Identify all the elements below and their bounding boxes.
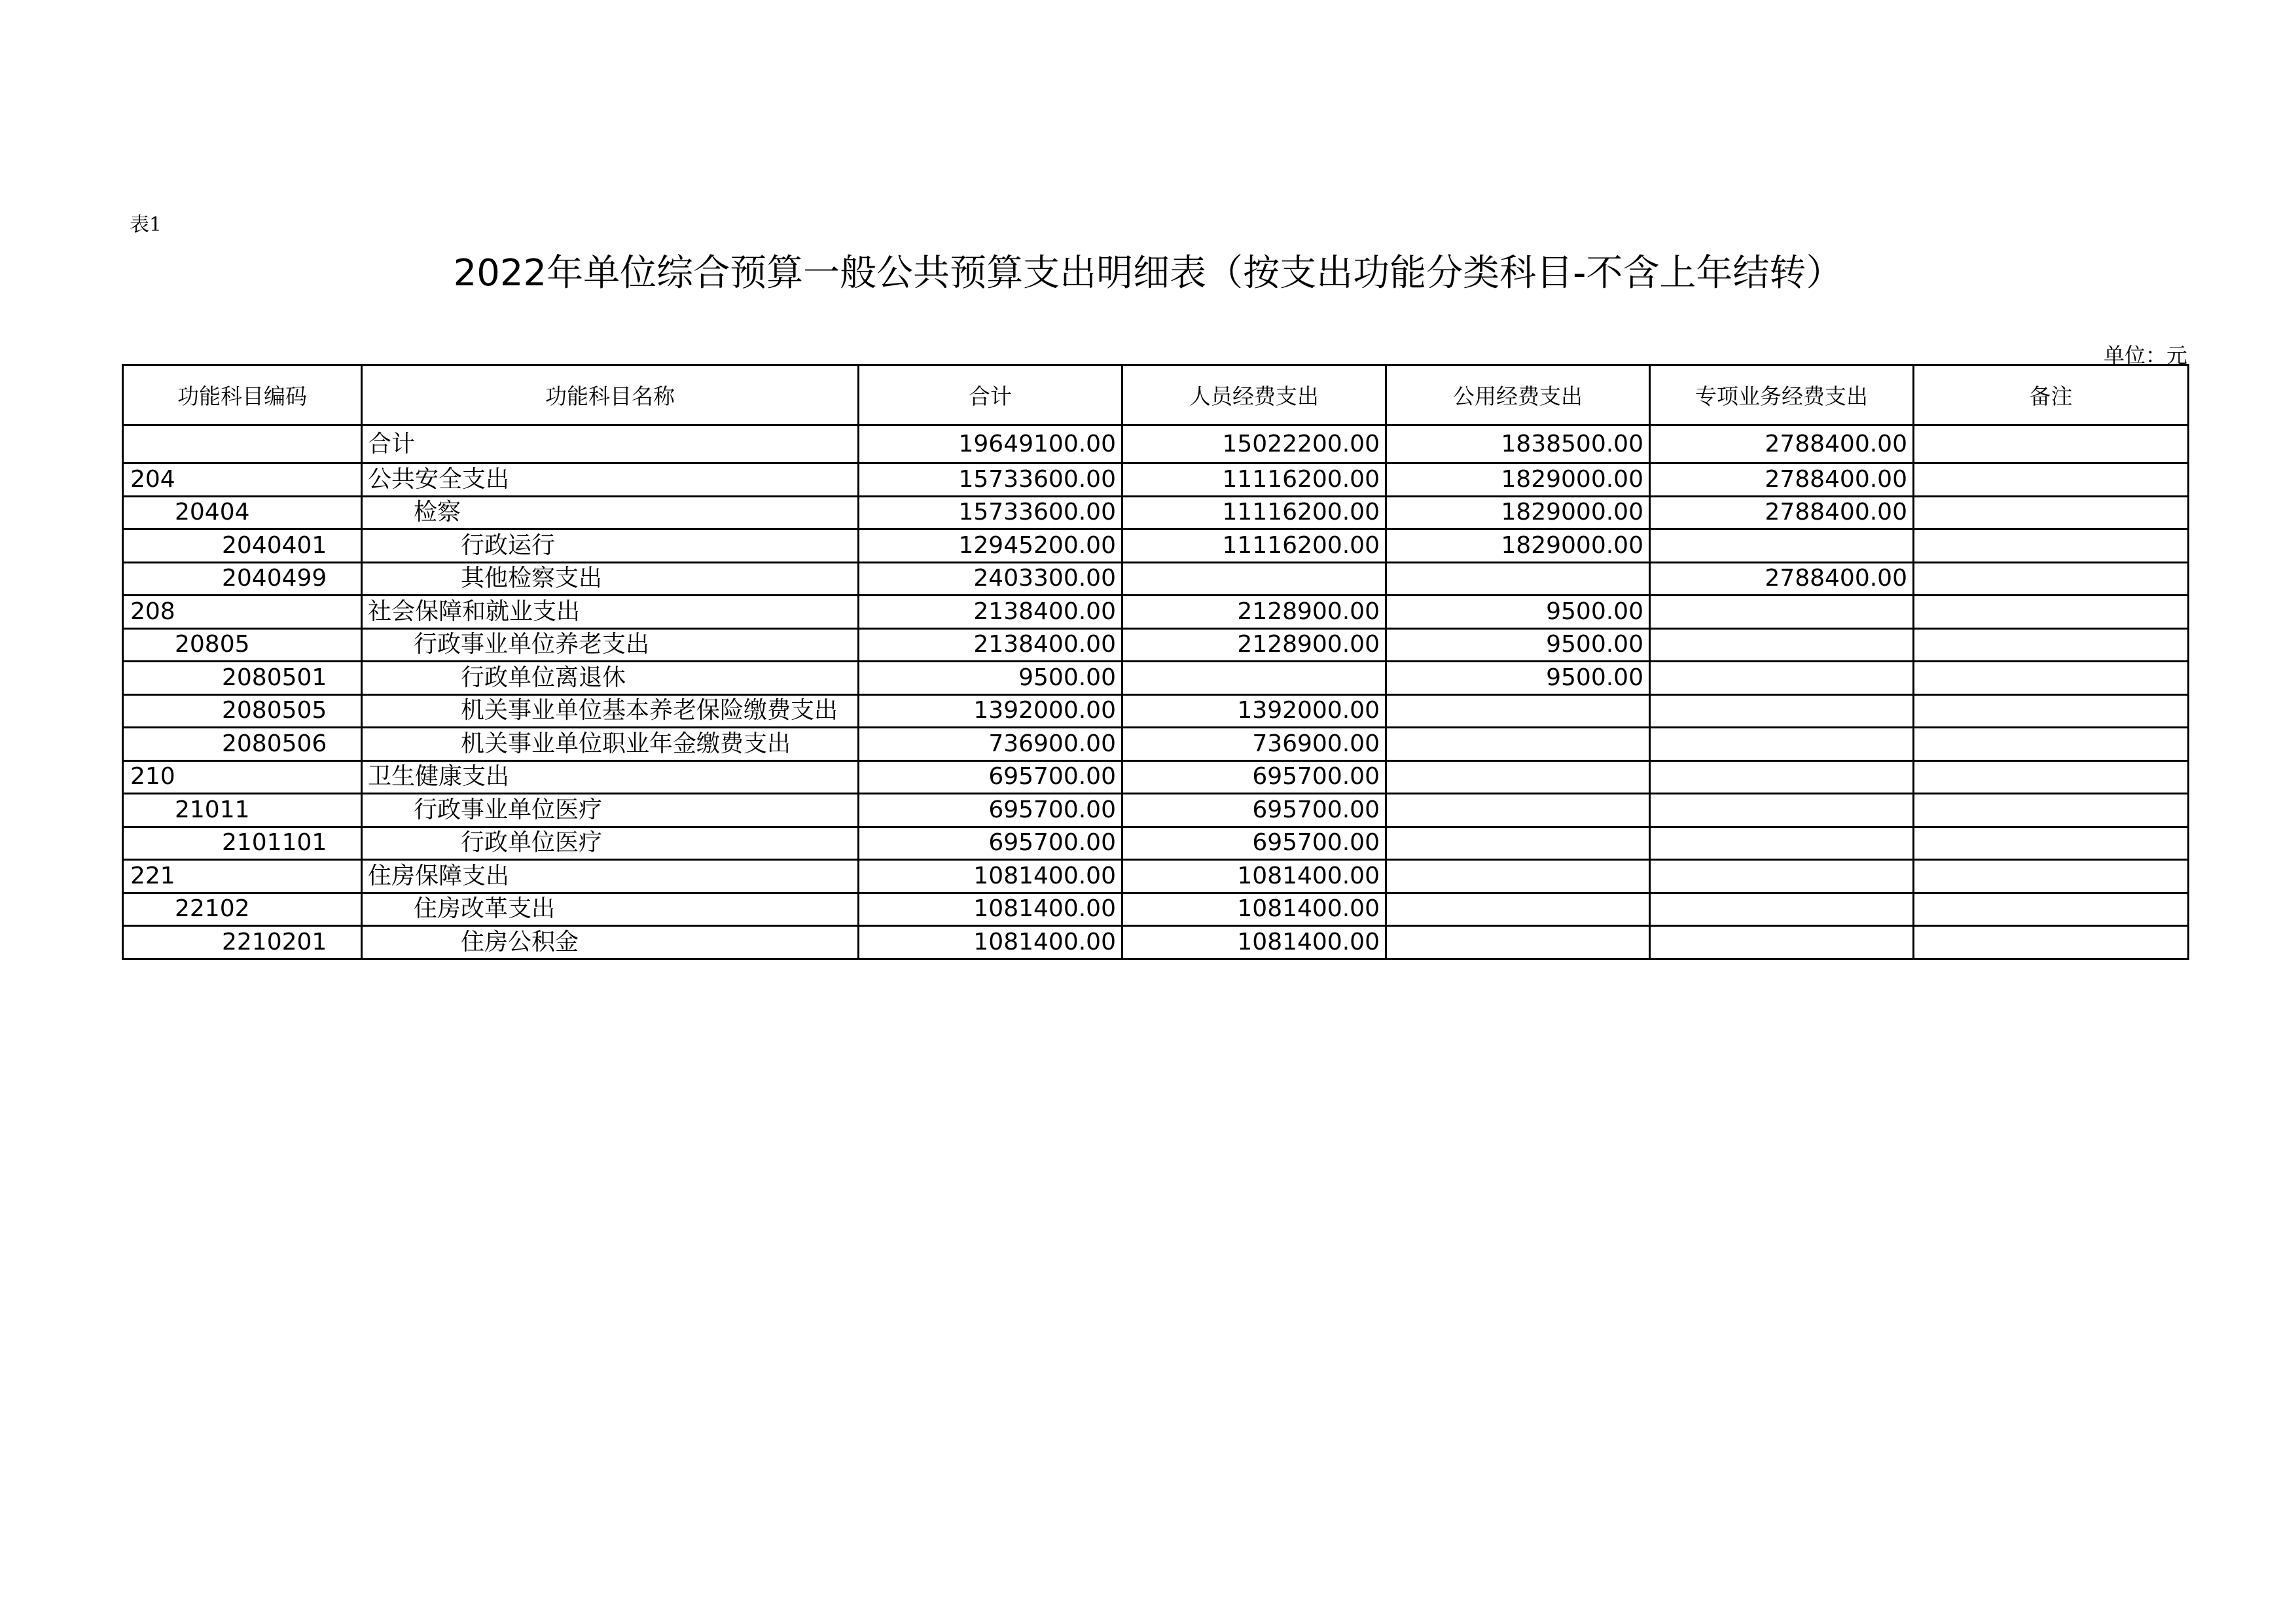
cell-name: 行政运行 [362, 529, 859, 563]
table-row [123, 562, 2189, 596]
cell-note [1914, 425, 2189, 463]
cell-public [1386, 860, 1650, 893]
cell-personnel: 1081400.00 [1122, 860, 1386, 893]
cell-special [1650, 760, 1914, 794]
cell-code: 2080501 [123, 662, 362, 695]
cell-personnel: 11116200.00 [1122, 463, 1386, 497]
cell-note [1914, 827, 2189, 860]
cell-public [1386, 893, 1650, 926]
unit-label: 单位：元 [2103, 343, 2187, 368]
cell-public: 9500.00 [1386, 596, 1650, 629]
budget-table [122, 364, 2189, 960]
table-row [123, 596, 2189, 629]
cell-total: 1081400.00 [859, 860, 1122, 893]
cell-public [1386, 562, 1650, 596]
page-title: 2022年单位综合预算一般公共预算支出明细表（按支出功能分类科目-不含上年结转） [453, 252, 1843, 294]
cell-public [1386, 794, 1650, 827]
cell-special [1650, 794, 1914, 827]
header-total: 合计 [859, 365, 1122, 425]
table-body [123, 425, 2189, 959]
cell-code: 20404 [123, 496, 362, 529]
table-row [123, 463, 2189, 497]
cell-total: 1081400.00 [859, 926, 1122, 959]
cell-public: 9500.00 [1386, 662, 1650, 695]
cell-code: 221 [123, 860, 362, 893]
header-special: 专项业务经费支出 [1650, 365, 1914, 425]
table-row [123, 662, 2189, 695]
cell-total: 15733600.00 [859, 496, 1122, 529]
cell-code [123, 425, 362, 463]
cell-personnel: 11116200.00 [1122, 529, 1386, 563]
cell-note [1914, 596, 2189, 629]
table-row [123, 794, 2189, 827]
cell-public [1386, 760, 1650, 794]
cell-note [1914, 728, 2189, 761]
cell-personnel: 736900.00 [1122, 728, 1386, 761]
cell-special [1650, 694, 1914, 728]
cell-personnel: 695700.00 [1122, 760, 1386, 794]
cell-code: 22102 [123, 893, 362, 926]
cell-public [1386, 728, 1650, 761]
cell-note [1914, 760, 2189, 794]
cell-code: 2080506 [123, 728, 362, 761]
cell-name: 行政事业单位养老支出 [362, 628, 859, 662]
cell-code: 2040401 [123, 529, 362, 563]
cell-total: 2403300.00 [859, 562, 1122, 596]
cell-code: 21011 [123, 794, 362, 827]
cell-public: 1829000.00 [1386, 463, 1650, 497]
table-row [123, 860, 2189, 893]
cell-special: 2788400.00 [1650, 496, 1914, 529]
cell-note [1914, 926, 2189, 959]
cell-personnel: 1081400.00 [1122, 926, 1386, 959]
table-row [123, 496, 2189, 529]
cell-total: 1081400.00 [859, 893, 1122, 926]
cell-note [1914, 496, 2189, 529]
cell-code: 204 [123, 463, 362, 497]
cell-special [1650, 728, 1914, 761]
table-row [123, 893, 2189, 926]
cell-public [1386, 926, 1650, 959]
cell-public [1386, 694, 1650, 728]
cell-name: 住房保障支出 [362, 860, 859, 893]
cell-note [1914, 562, 2189, 596]
cell-name: 公共安全支出 [362, 463, 859, 497]
cell-total: 695700.00 [859, 760, 1122, 794]
cell-note [1914, 662, 2189, 695]
cell-name: 住房公积金 [362, 926, 859, 959]
cell-public: 1838500.00 [1386, 425, 1650, 463]
cell-public [1386, 827, 1650, 860]
cell-name: 机关事业单位基本养老保险缴费支出 [362, 694, 859, 728]
cell-personnel: 2128900.00 [1122, 596, 1386, 629]
cell-note [1914, 628, 2189, 662]
cell-total: 695700.00 [859, 827, 1122, 860]
cell-code: 2101101 [123, 827, 362, 860]
cell-public: 1829000.00 [1386, 496, 1650, 529]
cell-personnel: 1392000.00 [1122, 694, 1386, 728]
cell-special [1650, 827, 1914, 860]
cell-code: 2040499 [123, 562, 362, 596]
cell-special [1650, 860, 1914, 893]
cell-total: 9500.00 [859, 662, 1122, 695]
cell-total: 695700.00 [859, 794, 1122, 827]
table-row [123, 728, 2189, 761]
cell-name: 其他检察支出 [362, 562, 859, 596]
cell-personnel: 11116200.00 [1122, 496, 1386, 529]
cell-note [1914, 529, 2189, 563]
header-note: 备注 [1914, 365, 2189, 425]
cell-special [1650, 662, 1914, 695]
table-row [123, 926, 2189, 959]
table-row [123, 694, 2189, 728]
cell-special: 2788400.00 [1650, 463, 1914, 497]
cell-name: 行政单位医疗 [362, 827, 859, 860]
cell-name: 行政单位离退休 [362, 662, 859, 695]
cell-personnel [1122, 662, 1386, 695]
table-header-row [123, 365, 2189, 425]
table-row [123, 628, 2189, 662]
cell-code: 208 [123, 596, 362, 629]
cell-personnel: 15022200.00 [1122, 425, 1386, 463]
cell-note [1914, 893, 2189, 926]
cell-special: 2788400.00 [1650, 562, 1914, 596]
cell-total: 736900.00 [859, 728, 1122, 761]
table-row [123, 827, 2189, 860]
cell-public: 1829000.00 [1386, 529, 1650, 563]
cell-public: 9500.00 [1386, 628, 1650, 662]
cell-note [1914, 694, 2189, 728]
cell-name: 机关事业单位职业年金缴费支出 [362, 728, 859, 761]
cell-name: 住房改革支出 [362, 893, 859, 926]
cell-special [1650, 628, 1914, 662]
cell-code: 2080505 [123, 694, 362, 728]
header-code: 功能科目编码 [123, 365, 362, 425]
cell-name: 合计 [362, 425, 859, 463]
cell-name: 社会保障和就业支出 [362, 596, 859, 629]
table-row [123, 529, 2189, 563]
cell-special [1650, 529, 1914, 563]
cell-special [1650, 596, 1914, 629]
cell-total: 12945200.00 [859, 529, 1122, 563]
cell-note [1914, 794, 2189, 827]
cell-code: 210 [123, 760, 362, 794]
cell-special [1650, 893, 1914, 926]
cell-personnel: 695700.00 [1122, 794, 1386, 827]
cell-total: 2138400.00 [859, 596, 1122, 629]
cell-code: 20805 [123, 628, 362, 662]
header-public: 公用经费支出 [1386, 365, 1650, 425]
cell-total: 1392000.00 [859, 694, 1122, 728]
header-personnel: 人员经费支出 [1122, 365, 1386, 425]
cell-code: 2210201 [123, 926, 362, 959]
cell-total: 19649100.00 [859, 425, 1122, 463]
cell-personnel: 2128900.00 [1122, 628, 1386, 662]
cell-personnel: 695700.00 [1122, 827, 1386, 860]
cell-name: 卫生健康支出 [362, 760, 859, 794]
cell-personnel [1122, 562, 1386, 596]
cell-note [1914, 463, 2189, 497]
header-name: 功能科目名称 [362, 365, 859, 425]
cell-special [1650, 926, 1914, 959]
cell-name: 行政事业单位医疗 [362, 794, 859, 827]
cell-personnel: 1081400.00 [1122, 893, 1386, 926]
cell-name: 检察 [362, 496, 859, 529]
table-label: 表1 [130, 213, 162, 236]
cell-total: 2138400.00 [859, 628, 1122, 662]
cell-note [1914, 860, 2189, 893]
cell-special: 2788400.00 [1650, 425, 1914, 463]
cell-total: 15733600.00 [859, 463, 1122, 497]
table-row [123, 760, 2189, 794]
table-total-row [123, 425, 2189, 463]
